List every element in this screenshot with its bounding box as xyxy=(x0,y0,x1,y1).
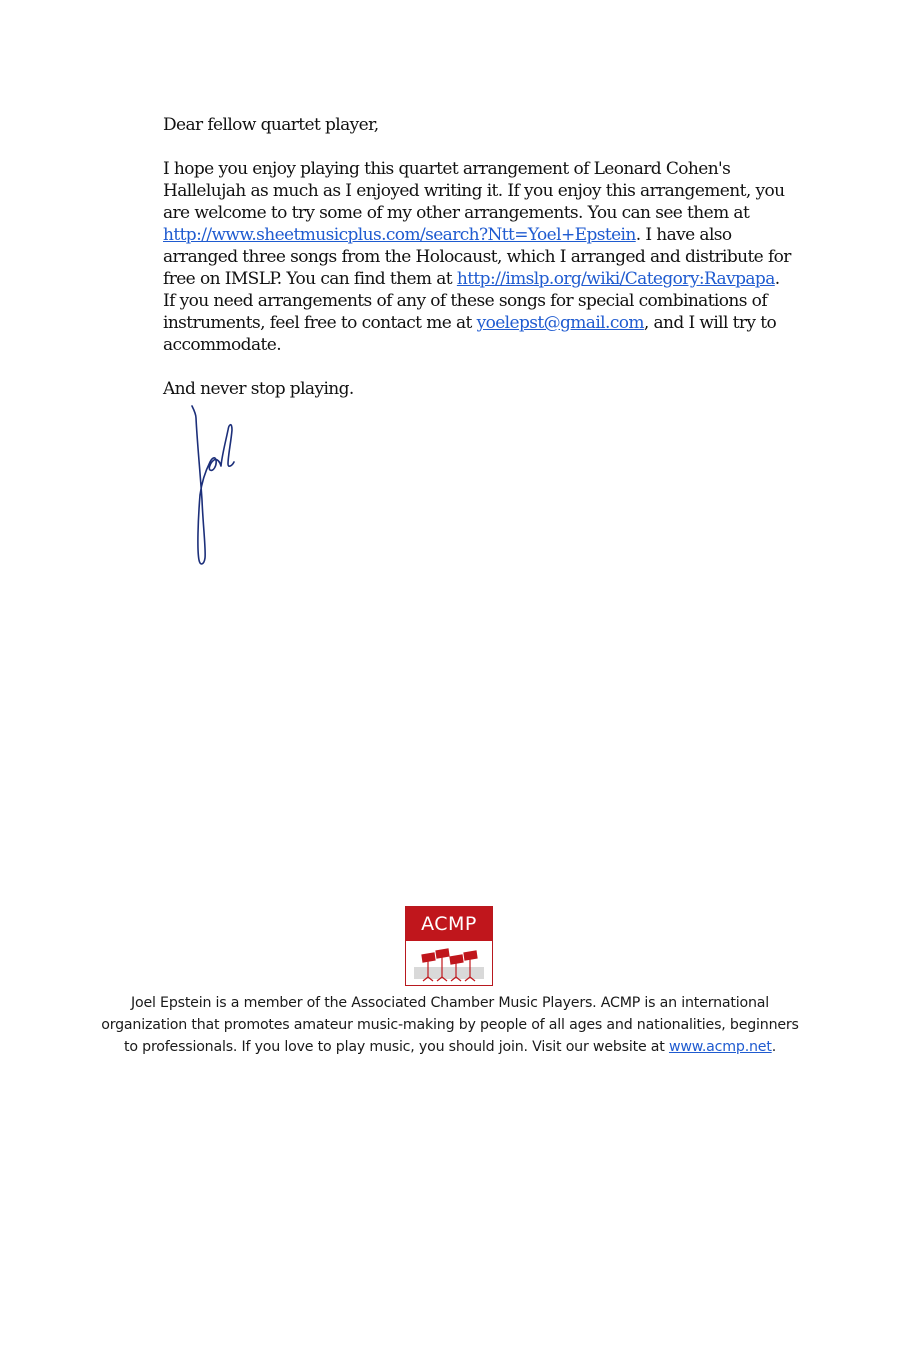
salutation: Dear fellow quartet player, xyxy=(163,115,379,135)
signature-image xyxy=(180,400,250,570)
paragraph-text: , and I will try to xyxy=(643,313,777,333)
footer-text: . xyxy=(771,1039,777,1055)
paragraph-line xyxy=(163,224,753,246)
closing-line: And never stop playing. xyxy=(163,379,354,399)
paragraph-line xyxy=(163,312,777,334)
music-stands-icon xyxy=(406,941,492,985)
imslp-link[interactable]: http://imslp.org/wiki/Category:Ravpapa xyxy=(456,269,775,289)
paragraph-line: accommodate. xyxy=(163,335,282,355)
acmp-website-link[interactable]: www.acmp.net xyxy=(668,1039,772,1055)
footer-line: organization that promotes amateur music-making by people of all ages and nationalities, beginners xyxy=(101,1017,799,1033)
footer-line: Joel Epstein is a member of the Associated Chamber Music Players. ACMP is an international xyxy=(131,995,769,1011)
paragraph-text: . I have also xyxy=(635,225,732,245)
paragraph-line: Hallelujah as much as I enjoyed writing it. If you enjoy this arrangement, you xyxy=(163,181,785,201)
sheetmusicplus-link[interactable]: http://www.sheetmusicplus.com/search?Ntt=Yoel+Epstein xyxy=(163,225,636,245)
paragraph-line: If you need arrangements of any of these songs for special combinations of xyxy=(163,291,768,311)
paragraph-line: are welcome to try some of my other arrangements. You can see them at xyxy=(163,203,750,223)
letter-body xyxy=(163,114,791,400)
main-paragraph xyxy=(163,158,791,356)
paragraph-text: free on IMSLP. You can find them at xyxy=(163,269,457,289)
paragraph-text: instruments, feel free to contact me at xyxy=(163,313,477,333)
logo-floor xyxy=(414,967,484,979)
signature-stroke xyxy=(192,406,234,564)
email-link[interactable]: yoelepst@gmail.com xyxy=(476,313,644,333)
footer-line xyxy=(100,1036,800,1058)
paragraph-line: arranged three songs from the Holocaust, which I arranged and distribute for xyxy=(163,247,791,267)
acmp-logo-text: ACMP xyxy=(406,907,492,941)
footer-text: to professionals. If you love to play music, you should join. Visit our website at xyxy=(123,1039,669,1055)
paragraph-line xyxy=(163,268,780,290)
acmp-logo xyxy=(405,906,493,986)
paragraph-text: . xyxy=(774,269,780,289)
acmp-description xyxy=(100,992,800,1058)
paragraph-line: I hope you enjoy playing this quartet arrangement of Leonard Cohen's xyxy=(163,159,731,179)
